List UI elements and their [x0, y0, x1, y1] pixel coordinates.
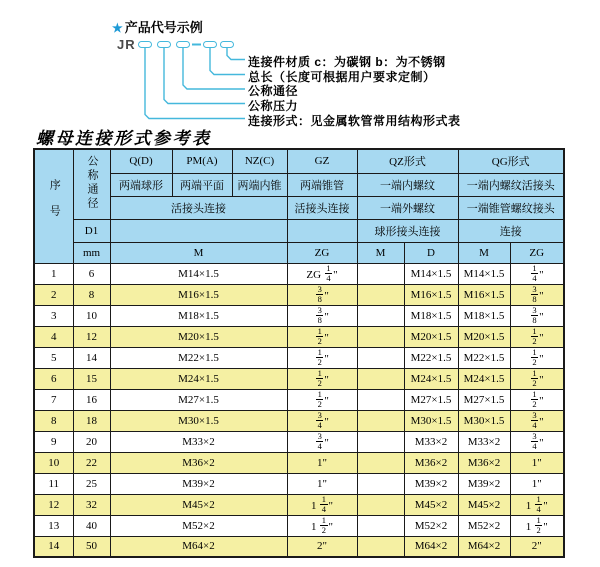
cell-qg_zg: $\frac{1}{2}$ " — [510, 326, 564, 347]
cell-qz_m — [357, 452, 404, 473]
cell-qg_zg: 1" — [510, 473, 564, 494]
code-slot-box — [220, 41, 234, 48]
cell-qz_d: M22×1.5 — [404, 347, 458, 368]
code-slot-box — [203, 41, 217, 48]
header-mm: mm — [73, 242, 110, 263]
table-row — [34, 284, 564, 305]
diagram-label-material: 连接件材质 c：为碳钢 b：为不锈钢 — [248, 55, 446, 69]
cell-seq: 10 — [34, 452, 73, 473]
cell-seq: 14 — [34, 536, 73, 557]
cell-qz_d: M45×2 — [404, 494, 458, 515]
cell-mm: 6 — [73, 263, 110, 284]
cell-seq: 12 — [34, 494, 73, 515]
cell-seq: 9 — [34, 431, 73, 452]
header-zg: ZG — [287, 242, 357, 263]
cell-qg_zg: $\frac{3}{4}$ " — [510, 410, 564, 431]
cell-zg: $\frac{1}{2}$ " — [287, 368, 357, 389]
cell-qg_zg: $\frac{3}{8}$ " — [510, 284, 564, 305]
cell-qg_m: M16×1.5 — [458, 284, 510, 305]
cell-mm: 12 — [73, 326, 110, 347]
cell-zg: 1" — [287, 452, 357, 473]
cell-qz_m — [357, 515, 404, 536]
table-row — [34, 515, 564, 536]
cell-qz_m — [357, 494, 404, 515]
cell-m: M14×1.5 — [110, 263, 287, 284]
cell-qg_m: M20×1.5 — [458, 326, 510, 347]
cell-qg_zg: $\frac{1}{2}$ " — [510, 368, 564, 389]
cell-qz_d: M20×1.5 — [404, 326, 458, 347]
cell-qz_m — [357, 431, 404, 452]
cell-m: M33×2 — [110, 431, 287, 452]
cell-qg_zg: 2" — [510, 536, 564, 557]
cell-qz_d: M14×1.5 — [404, 263, 458, 284]
cell-m: M64×2 — [110, 536, 287, 557]
table-row — [34, 473, 564, 494]
cell-qz_m — [357, 389, 404, 410]
cell-qg_zg: $\frac{3}{4}$ " — [510, 431, 564, 452]
header-qz-form: QZ形式 — [357, 149, 458, 173]
table-row — [34, 305, 564, 326]
cell-seq: 5 — [34, 347, 73, 368]
header-q-sub: 两端球形 — [110, 173, 172, 196]
cell-qg_m: M45×2 — [458, 494, 510, 515]
cell-zg: 1 $\frac{1}{4}$ " — [287, 494, 357, 515]
cell-qz_d: M27×1.5 — [404, 389, 458, 410]
cell-zg: ZG $\frac{1}{4}$ " — [287, 263, 357, 284]
cell-qz_m — [357, 536, 404, 557]
cell-zg: $\frac{1}{2}$ " — [287, 326, 357, 347]
header-gz: GZ — [287, 149, 357, 173]
cell-seq: 8 — [34, 410, 73, 431]
cell-qz_d: M52×2 — [404, 515, 458, 536]
header-qz-connection: 球形接头连接 — [357, 219, 458, 242]
cell-seq: 1 — [34, 263, 73, 284]
cell-mm: 8 — [73, 284, 110, 305]
table-row — [34, 389, 564, 410]
cell-seq: 6 — [34, 368, 73, 389]
header-nz: NZ(C) — [232, 149, 287, 173]
nut-connection-table — [33, 148, 565, 558]
cell-qz_m — [357, 410, 404, 431]
header-nominal-diameter: 公称通径 — [73, 149, 110, 219]
header-qg-sub2: 一端锥管螺纹接头 — [458, 196, 564, 219]
cell-mm: 14 — [73, 347, 110, 368]
header-qg-connection: 连接 — [458, 219, 564, 242]
code-prefix: JR — [117, 37, 136, 52]
cell-qg_zg: $\frac{1}{2}$ " — [510, 389, 564, 410]
diagram-label-connection: 连接形式：见金属软管常用结构形式表 — [248, 113, 461, 128]
cell-zg: 1 $\frac{1}{2}$ " — [287, 515, 357, 536]
cell-m: M30×1.5 — [110, 410, 287, 431]
header-seq: 序号 — [34, 149, 73, 263]
cell-qz_d: M30×1.5 — [404, 410, 458, 431]
cell-mm: 32 — [73, 494, 110, 515]
cell-qz_m — [357, 284, 404, 305]
header-union-connection: 活接头连接 — [110, 196, 287, 219]
cell-qz_m — [357, 368, 404, 389]
cell-qz_d: M18×1.5 — [404, 305, 458, 326]
diagram-heading — [112, 17, 203, 36]
cell-m: M27×1.5 — [110, 389, 287, 410]
code-slot-box — [176, 41, 190, 48]
header-qg-m: M — [458, 242, 510, 263]
cell-qz_d: M36×2 — [404, 452, 458, 473]
cell-qz_d: M64×2 — [404, 536, 458, 557]
cell-zg: $\frac{3}{8}$ " — [287, 284, 357, 305]
diagram-title: 产品代号示例 — [124, 20, 203, 35]
cell-mm: 16 — [73, 389, 110, 410]
table-row — [34, 410, 564, 431]
table-title: 螺母连接形式参考表 — [36, 129, 212, 149]
cell-seq: 3 — [34, 305, 73, 326]
table-row — [34, 536, 564, 557]
cell-mm: 10 — [73, 305, 110, 326]
diagram-label-length: 总长（长度可根据用户要求定制） — [248, 69, 436, 84]
cell-qz_d: M24×1.5 — [404, 368, 458, 389]
table-row — [34, 494, 564, 515]
header-qz-d: D — [404, 242, 458, 263]
cell-zg: $\frac{3}{4}$ " — [287, 410, 357, 431]
cell-qg_m: M33×2 — [458, 431, 510, 452]
cell-qg_zg: 1" — [510, 452, 564, 473]
cell-qg_m: M24×1.5 — [458, 368, 510, 389]
cell-m: M39×2 — [110, 473, 287, 494]
cell-qg_m: M14×1.5 — [458, 263, 510, 284]
cell-m: M20×1.5 — [110, 326, 287, 347]
cell-m: M45×2 — [110, 494, 287, 515]
header-qg-sub1: 一端内螺纹活接头 — [458, 173, 564, 196]
header-gz-sub: 两端锥管 — [287, 173, 357, 196]
table-row — [34, 263, 564, 284]
table-row — [34, 368, 564, 389]
header-pm: PM(A) — [172, 149, 232, 173]
header-qz-sub2: 一端外螺纹 — [357, 196, 458, 219]
diagram-label-pressure: 公称压力 — [248, 98, 299, 113]
cell-zg: 2" — [287, 536, 357, 557]
cell-seq: 11 — [34, 473, 73, 494]
cell-mm: 20 — [73, 431, 110, 452]
cell-mm: 50 — [73, 536, 110, 557]
cell-qg_m: M64×2 — [458, 536, 510, 557]
header-qg-form: QG形式 — [458, 149, 564, 173]
diagram-label-diameter: 公称通径 — [248, 84, 299, 98]
cell-zg: $\frac{3}{4}$ " — [287, 431, 357, 452]
cell-zg: 1" — [287, 473, 357, 494]
cell-qg_zg: 1 $\frac{1}{2}$ " — [510, 515, 564, 536]
cell-mm: 40 — [73, 515, 110, 536]
cell-seq: 13 — [34, 515, 73, 536]
header-gz-connection: 活接头连接 — [287, 196, 357, 219]
cell-qg_zg: $\frac{1}{2}$ " — [510, 347, 564, 368]
cell-seq: 7 — [34, 389, 73, 410]
table-row — [34, 452, 564, 473]
cell-qg_zg: $\frac{3}{8}$ " — [510, 305, 564, 326]
cell-qz_m — [357, 473, 404, 494]
star-icon: ★ — [112, 21, 123, 35]
cell-mm: 25 — [73, 473, 110, 494]
cell-qg_zg: 1 $\frac{1}{4}$ " — [510, 494, 564, 515]
cell-qg_m: M18×1.5 — [458, 305, 510, 326]
header-q: Q(D) — [110, 149, 172, 173]
cell-qz_m — [357, 305, 404, 326]
header-nz-sub: 两端内锥 — [232, 173, 287, 196]
cell-qg_m: M36×2 — [458, 452, 510, 473]
cell-mm: 22 — [73, 452, 110, 473]
cell-m: M18×1.5 — [110, 305, 287, 326]
table-row — [34, 326, 564, 347]
cell-qg_m: M30×1.5 — [458, 410, 510, 431]
code-slot-box — [157, 41, 171, 48]
cell-zg: $\frac{1}{2}$ " — [287, 389, 357, 410]
table-body — [34, 263, 564, 557]
cell-qz_d: M33×2 — [404, 431, 458, 452]
cell-m: M36×2 — [110, 452, 287, 473]
cell-qg_zg: $\frac{1}{4}$ " — [510, 263, 564, 284]
header-d1: D1 — [73, 219, 110, 242]
code-slot-box — [138, 41, 152, 48]
cell-qz_m — [357, 347, 404, 368]
cell-qz_m — [357, 326, 404, 347]
cell-qz_m — [357, 263, 404, 284]
cell-qg_m: M39×2 — [458, 473, 510, 494]
cell-m: M22×1.5 — [110, 347, 287, 368]
header-qz-m: M — [357, 242, 404, 263]
table-row — [34, 431, 564, 452]
header-m: M — [110, 242, 287, 263]
cell-qg_m: M27×1.5 — [458, 389, 510, 410]
cell-m: M24×1.5 — [110, 368, 287, 389]
cell-qg_m: M52×2 — [458, 515, 510, 536]
cell-qz_d: M39×2 — [404, 473, 458, 494]
header-qz-sub1: 一端内螺纹 — [357, 173, 458, 196]
cell-seq: 4 — [34, 326, 73, 347]
cell-m: M52×2 — [110, 515, 287, 536]
empty-cell — [110, 219, 287, 242]
cell-mm: 18 — [73, 410, 110, 431]
empty-cell — [287, 219, 357, 242]
cell-zg: $\frac{3}{8}$ " — [287, 305, 357, 326]
cell-zg: $\frac{1}{2}$ " — [287, 347, 357, 368]
cell-qz_d: M16×1.5 — [404, 284, 458, 305]
cell-seq: 2 — [34, 284, 73, 305]
header-qg-zg: ZG — [510, 242, 564, 263]
cell-mm: 15 — [73, 368, 110, 389]
cell-qg_m: M22×1.5 — [458, 347, 510, 368]
header-pm-sub: 两端平面 — [172, 173, 232, 196]
cell-m: M16×1.5 — [110, 284, 287, 305]
table-row — [34, 347, 564, 368]
